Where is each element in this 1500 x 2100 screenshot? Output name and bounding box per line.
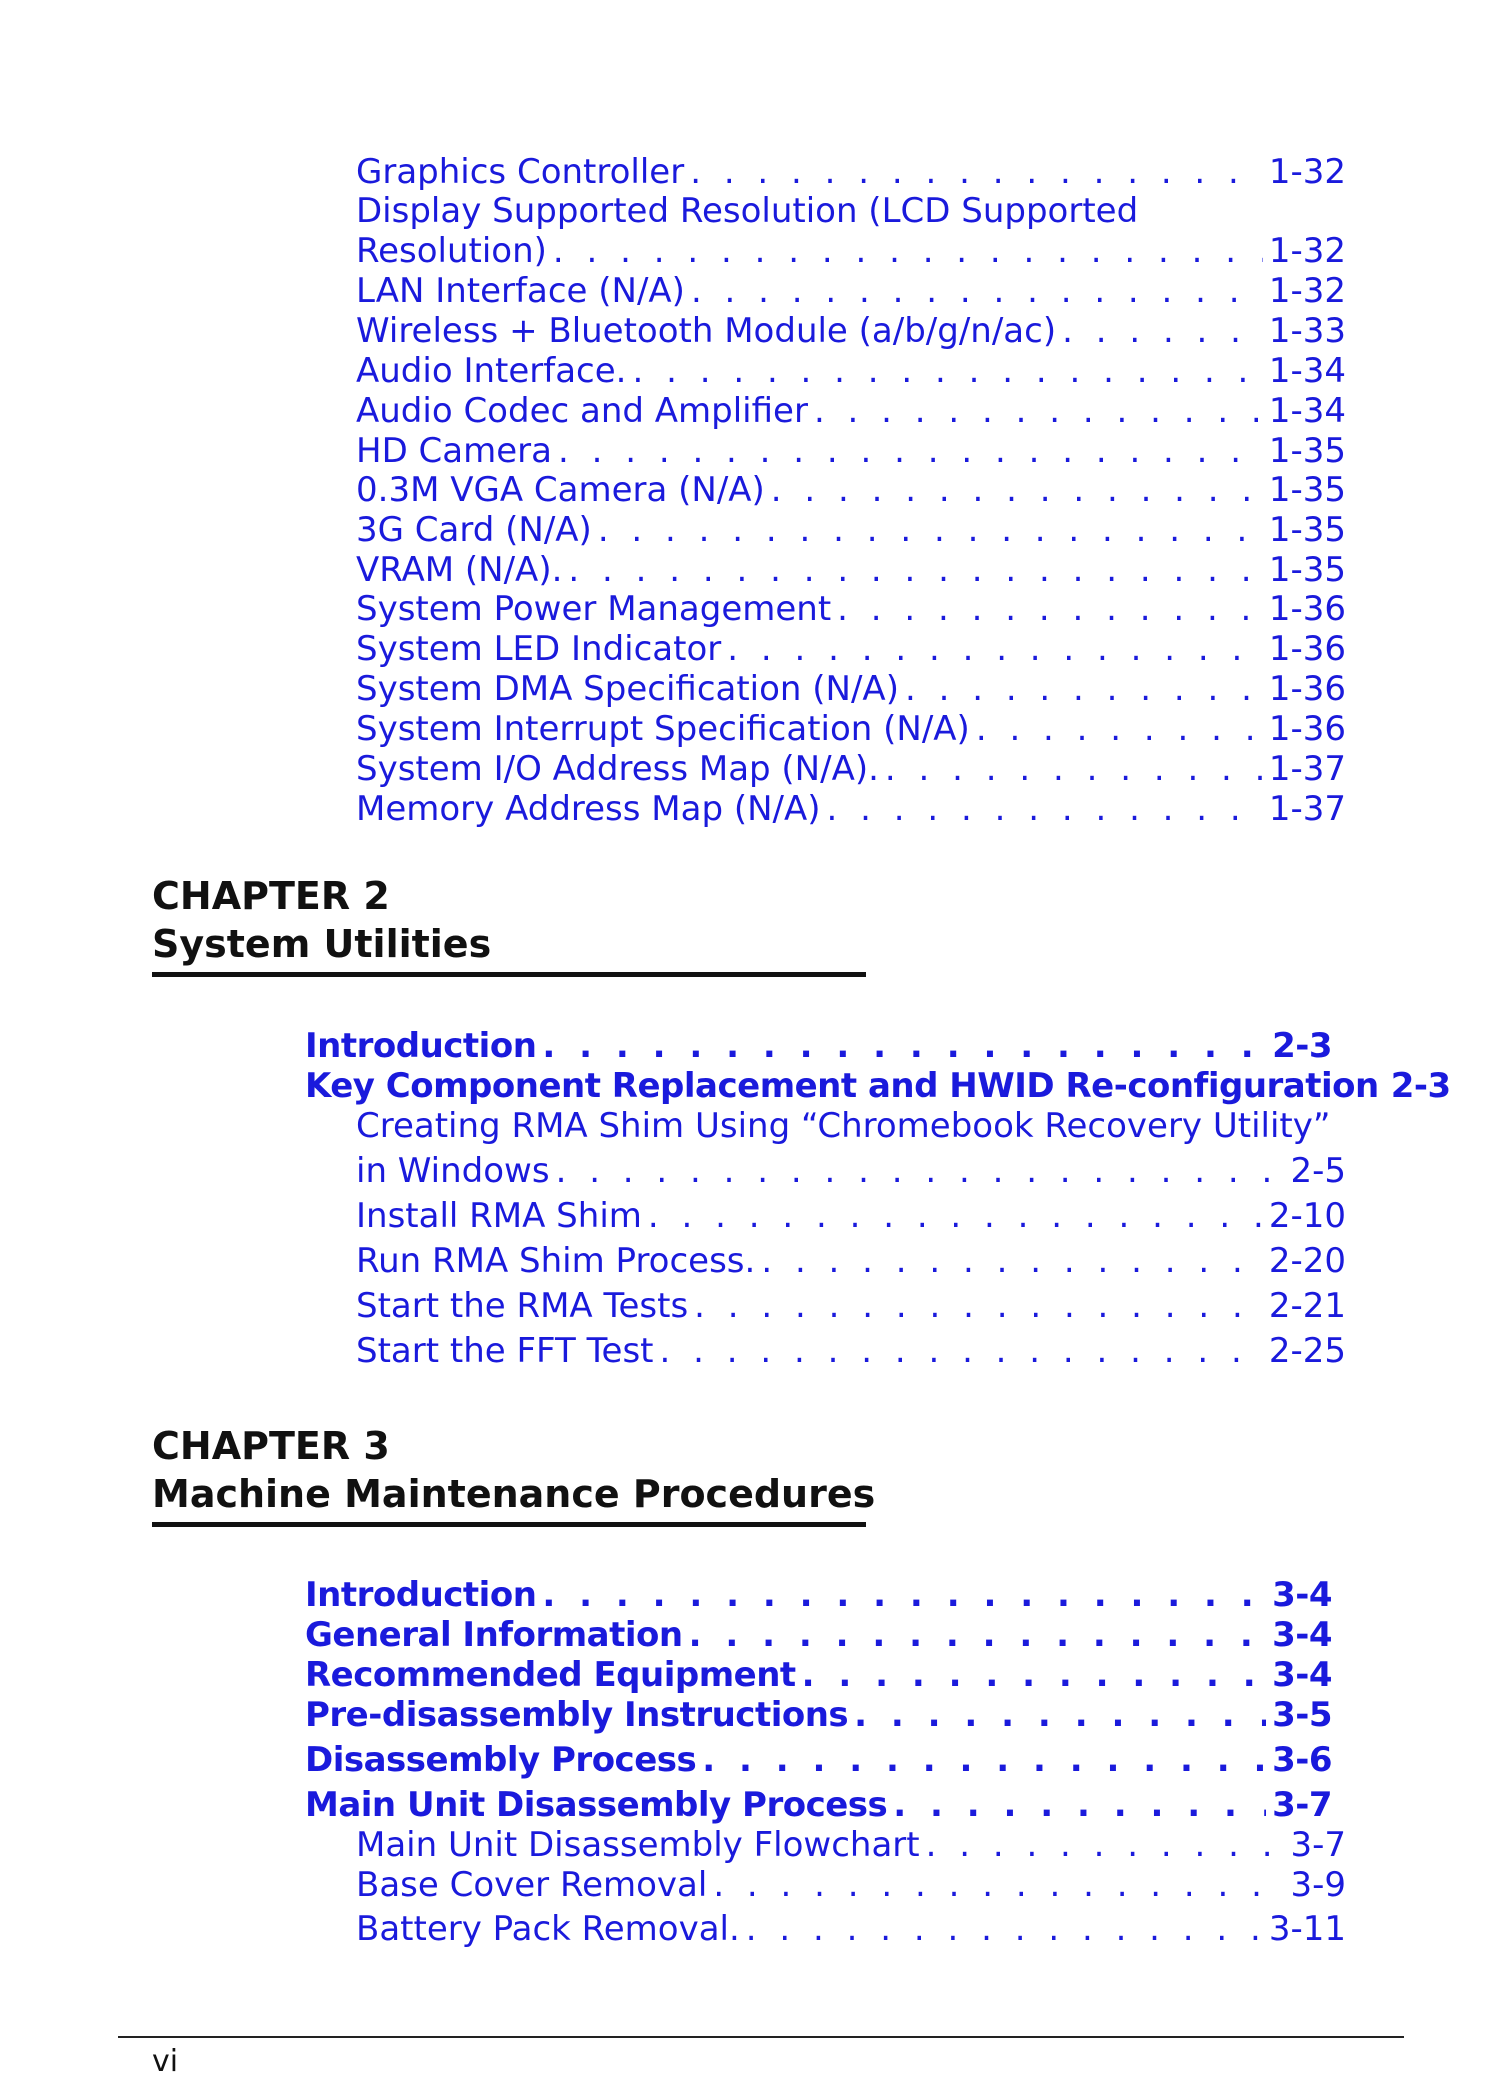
toc-leader-dots — [771, 470, 1263, 510]
toc-entry-dma-specification[interactable] — [356, 669, 1346, 709]
toc-entry-pre-disassembly[interactable] — [305, 1695, 1332, 1735]
toc-entry-title: General Information — [305, 1615, 683, 1655]
toc-entry-title: Key Component Replacement and HWID Re-configuration — [305, 1066, 1379, 1106]
toc-entry-start-rma-tests[interactable] — [356, 1286, 1346, 1326]
toc-entry-page: 1-32 — [1268, 231, 1346, 271]
toc-leader-dots — [885, 749, 1263, 789]
toc-entry-resolution[interactable] — [356, 231, 1346, 271]
toc-entry-title: Battery Pack Removal. — [356, 1909, 740, 1949]
chapter-2-number: CHAPTER 2 — [152, 874, 390, 918]
toc-entry-lan-interface[interactable] — [356, 271, 1346, 311]
toc-entry-page: 1-35 — [1268, 431, 1346, 471]
toc-entry-hd-camera[interactable] — [356, 431, 1346, 471]
toc-leader-dots — [690, 152, 1263, 192]
toc-entry-main-unit-disassembly[interactable] — [305, 1785, 1332, 1825]
toc-entry-title: Resolution) — [356, 231, 547, 271]
toc-entry-display-supported-resolution[interactable] — [356, 191, 1346, 231]
toc-entry-key-component-replacement[interactable] — [305, 1066, 1451, 1106]
toc-entry-ch2-introduction[interactable] — [305, 1026, 1332, 1066]
toc-entry-page: 3-11 — [1268, 1909, 1346, 1949]
toc-entry-title: Audio Interface. — [356, 351, 627, 391]
toc-entry-title: System I/O Address Map (N/A). — [356, 749, 879, 789]
toc-leader-dots — [702, 1740, 1266, 1780]
toc-leader-dots — [905, 669, 1263, 709]
toc-leader-dots — [746, 1909, 1263, 1949]
chapter-3-rule — [152, 1522, 866, 1527]
toc-entry-title: Introduction — [305, 1575, 537, 1615]
toc-entry-title: LAN Interface (N/A) — [356, 271, 685, 311]
toc-entry-title: System Interrupt Specification (N/A) — [356, 709, 970, 749]
chapter-3-number: CHAPTER 3 — [152, 1424, 390, 1468]
toc-entry-graphics-controller[interactable] — [356, 152, 1346, 192]
toc-entry-audio-codec[interactable] — [356, 391, 1346, 431]
toc-entry-install-rma-shim[interactable] — [356, 1196, 1346, 1236]
toc-entry-page: 1-32 — [1268, 271, 1346, 311]
chapter-2-title: System Utilities — [152, 922, 492, 966]
toc-entry-page: 3-6 — [1272, 1740, 1332, 1780]
toc-entry-power-management[interactable] — [356, 589, 1346, 629]
toc-entry-title: Introduction — [305, 1026, 537, 1066]
toc-entry-page: 1-32 — [1268, 152, 1346, 192]
toc-leader-dots — [598, 510, 1263, 550]
toc-entry-led-indicator[interactable] — [356, 629, 1346, 669]
toc-entry-page: 2-20 — [1268, 1241, 1346, 1281]
toc-entry-page: 2-5 — [1290, 1151, 1346, 1191]
toc-entry-general-information[interactable] — [305, 1615, 1332, 1655]
toc-leader-dots — [556, 1151, 1285, 1191]
toc-entry-memory-address-map[interactable] — [356, 789, 1346, 829]
toc-entry-page: 1-34 — [1268, 351, 1346, 391]
footer-rule — [118, 2036, 1404, 2038]
toc-entry-audio-interface[interactable] — [356, 351, 1346, 391]
toc-leader-dots — [827, 789, 1263, 829]
toc-entry-ch3-introduction[interactable] — [305, 1575, 1332, 1615]
toc-entry-title: VRAM (N/A). — [356, 550, 563, 590]
toc-entry-page: 3-5 — [1272, 1695, 1332, 1735]
toc-entry-title: Pre-disassembly Instructions — [305, 1695, 849, 1735]
toc-entry-title: in Windows — [356, 1151, 550, 1191]
toc-leader-dots — [802, 1655, 1266, 1695]
toc-leader-dots — [727, 629, 1263, 669]
toc-leader-dots — [976, 709, 1263, 749]
toc-leader-dots — [713, 1865, 1284, 1905]
toc-entry-title: Creating RMA Shim Using “Chromebook Recovery Utility” — [356, 1106, 1331, 1146]
toc-entry-title: Wireless + Bluetooth Module (a/b/g/n/ac) — [356, 311, 1057, 351]
toc-entry-title: Memory Address Map (N/A) — [356, 789, 821, 829]
toc-leader-dots — [814, 391, 1263, 431]
toc-entry-interrupt-specification[interactable] — [356, 709, 1346, 749]
toc-entry-creating-rma-shim[interactable] — [356, 1106, 1346, 1146]
toc-entry-title: Main Unit Disassembly Flowchart — [356, 1825, 920, 1865]
toc-entry-page: 3-4 — [1272, 1615, 1332, 1655]
toc-leader-dots — [761, 1241, 1263, 1281]
toc-leader-dots — [660, 1331, 1263, 1371]
toc-leader-dots — [553, 231, 1263, 271]
toc-entry-page: 2-25 — [1268, 1331, 1346, 1371]
toc-leader-dots — [854, 1695, 1266, 1735]
chapter-2-rule — [152, 972, 866, 977]
toc-entry-page: 3-7 — [1290, 1825, 1346, 1865]
toc-leader-dots — [558, 431, 1263, 471]
toc-entry-title: Graphics Controller — [356, 152, 685, 192]
toc-entry-page: 1-37 — [1268, 749, 1346, 789]
toc-entry-page: 1-35 — [1268, 510, 1346, 550]
toc-entry-title: Install RMA Shim — [356, 1196, 642, 1236]
chapter-3-title: Machine Maintenance Procedures — [152, 1472, 876, 1516]
toc-entry-3g-card[interactable] — [356, 510, 1346, 550]
toc-leader-dots — [568, 550, 1262, 590]
toc-entry-title: System DMA Specification (N/A) — [356, 669, 899, 709]
toc-leader-dots — [542, 1026, 1266, 1066]
toc-entry-title: Run RMA Shim Process. — [356, 1241, 756, 1281]
toc-entry-battery-pack-removal[interactable] — [356, 1909, 1346, 1949]
toc-entry-page: 3-7 — [1272, 1785, 1332, 1825]
toc-entry-page: 1-33 — [1268, 311, 1346, 351]
toc-entry-page: 3-4 — [1272, 1655, 1332, 1695]
toc-leader-dots — [893, 1785, 1266, 1825]
toc-entry-io-address-map[interactable] — [356, 749, 1346, 789]
toc-entry-base-cover-removal[interactable] — [356, 1865, 1346, 1905]
toc-leader-dots — [542, 1575, 1266, 1615]
toc-entry-title: Display Supported Resolution (LCD Supported — [356, 191, 1139, 231]
toc-entry-title: Recommended Equipment — [305, 1655, 796, 1695]
toc-leader-dots — [1062, 311, 1263, 351]
toc-entry-page: 1-36 — [1268, 709, 1346, 749]
toc-entry-page: 1-35 — [1268, 550, 1346, 590]
toc-entry-title: Start the FFT Test — [356, 1331, 654, 1371]
toc-entry-title: 0.3M VGA Camera (N/A) — [356, 470, 765, 510]
toc-leader-dots — [694, 1286, 1263, 1326]
toc-entry-page: 1-36 — [1268, 669, 1346, 709]
toc-entry-disassembly-process[interactable] — [305, 1740, 1332, 1780]
toc-entry-title: HD Camera — [356, 431, 552, 471]
toc-entry-page: 2-3 — [1390, 1066, 1451, 1106]
toc-entry-page: 1-34 — [1268, 391, 1346, 431]
toc-entry-start-fft-test[interactable] — [356, 1331, 1346, 1371]
toc-entry-title: Disassembly Process — [305, 1740, 697, 1780]
toc-entry-page: 2-10 — [1268, 1196, 1346, 1236]
toc-leader-dots — [837, 589, 1263, 629]
toc-entry-page: 1-37 — [1268, 789, 1346, 829]
toc-entry-disassembly-flowchart[interactable] — [356, 1825, 1346, 1865]
toc-entry-page: 1-36 — [1268, 589, 1346, 629]
toc-entry-page: 2-21 — [1268, 1286, 1346, 1326]
toc-leader-dots — [689, 1615, 1267, 1655]
toc-entry-title: Base Cover Removal — [356, 1865, 708, 1905]
toc-entry-page: 1-35 — [1268, 470, 1346, 510]
toc-leader-dots — [926, 1825, 1285, 1865]
toc-entry-in-windows[interactable] — [356, 1151, 1346, 1191]
toc-entry-vram[interactable] — [356, 550, 1346, 590]
toc-entry-title: System LED Indicator — [356, 629, 722, 669]
toc-entry-title: 3G Card (N/A) — [356, 510, 592, 550]
toc-entry-title: System Power Management — [356, 589, 832, 629]
toc-entry-vga-camera[interactable] — [356, 470, 1346, 510]
toc-entry-page: 3-9 — [1290, 1865, 1346, 1905]
toc-leader-dots — [691, 271, 1263, 311]
toc-entry-wireless-bluetooth[interactable] — [356, 311, 1346, 351]
toc-entry-title: Main Unit Disassembly Process — [305, 1785, 888, 1825]
toc-entry-recommended-equipment[interactable] — [305, 1655, 1332, 1695]
toc-leader-dots — [632, 351, 1262, 391]
toc-entry-page: 3-4 — [1272, 1575, 1332, 1615]
toc-entry-run-rma-shim[interactable] — [356, 1241, 1346, 1281]
toc-entry-title: Audio Codec and Amplifier — [356, 391, 808, 431]
toc-entry-page: 2-3 — [1272, 1026, 1332, 1066]
page-number: vi — [152, 2044, 179, 2079]
toc-entry-page: 1-36 — [1268, 629, 1346, 669]
toc-entry-title: Start the RMA Tests — [356, 1286, 689, 1326]
toc-leader-dots — [648, 1196, 1263, 1236]
